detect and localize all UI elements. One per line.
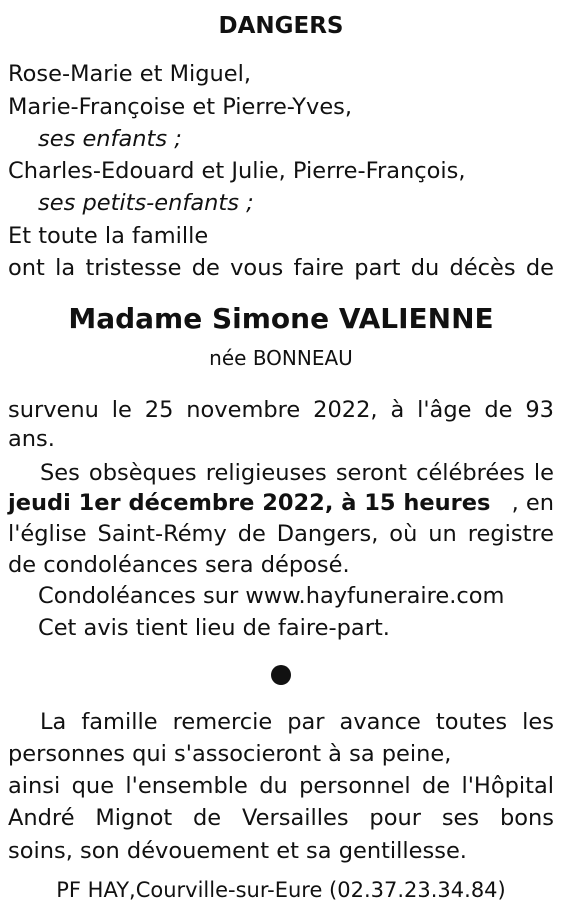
body-line: l'église Saint-Rémy de Dangers, où un registre: [8, 521, 554, 547]
ceremony-date-line: [8, 489, 554, 517]
family-line: Marie-Françoise et Pierre-Yves,: [8, 94, 353, 120]
body-line: de condoléances sera déposé.: [8, 552, 350, 578]
condolences-line: Condoléances sur www.hayfuneraire.com: [38, 583, 505, 609]
family-role: ses enfants ;: [38, 126, 182, 152]
thanks-line: soins, son dévouement et sa gentillesse.: [8, 838, 467, 864]
body-line: Ses obsèques religieuses seront célébrées le: [40, 460, 554, 486]
family-role: ses petits-enfants ;: [38, 190, 254, 216]
ceremony-date-suffix: , en: [511, 490, 554, 516]
body-line: ans.: [8, 426, 55, 452]
announcement-line: ont la tristesse de vous faire part du décès de: [8, 255, 554, 281]
body-line: Cet avis tient lieu de faire-part.: [38, 615, 390, 641]
body-line: survenu le 25 novembre 2022, à l'âge de 93: [8, 397, 554, 423]
maiden-name: née BONNEAU: [209, 346, 353, 370]
thanks-line: La famille remercie par avance toutes les: [40, 709, 554, 735]
thanks-line: André Mignot de Versailles pour ses bons: [8, 805, 554, 831]
family-line: Charles-Edouard et Julie, Pierre-François,: [8, 158, 466, 184]
family-line: Et toute la famille: [8, 223, 209, 249]
ceremony-date: jeudi 1er décembre 2022, à 15 heures: [8, 490, 491, 516]
notice-title: DANGERS: [218, 13, 344, 39]
thanks-line: personnes qui s'associeront à sa peine,: [8, 741, 452, 767]
thanks-line: ainsi que l'ensemble du personnel de l'Hôpital: [8, 773, 554, 799]
funeral-home-footer: PF HAY,Courville-sur-Eure (02.37.23.34.84): [56, 878, 506, 902]
family-line: Rose-Marie et Miguel,: [8, 61, 252, 87]
deceased-name: Madame Simone VALIENNE: [68, 302, 494, 335]
separator-bullet-icon: [271, 665, 291, 685]
